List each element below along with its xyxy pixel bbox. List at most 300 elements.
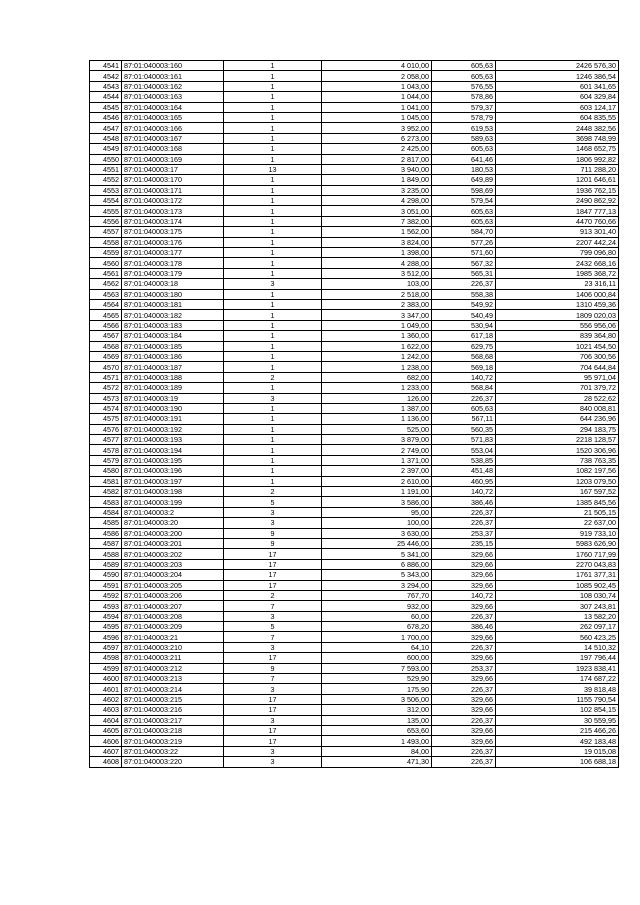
- group-cell: 2: [224, 372, 322, 382]
- rate-cell: 641,46: [432, 154, 496, 164]
- value-cell: 1406 000,84: [496, 289, 619, 299]
- area-cell: 100,00: [322, 518, 432, 528]
- rate-cell: 577,26: [432, 237, 496, 247]
- table-row: [90, 455, 619, 465]
- cadastral-number-cell: 87:01:040003:191: [122, 414, 224, 424]
- area-cell: 1 242,00: [322, 351, 432, 361]
- group-cell: 1: [224, 81, 322, 91]
- area-cell: 3 630,00: [322, 528, 432, 538]
- cadastral-number-cell: 87:01:040003:220: [122, 757, 224, 767]
- table-row: [90, 227, 619, 237]
- row-number-cell: 4553: [90, 185, 122, 195]
- row-number-cell: 4581: [90, 476, 122, 486]
- value-cell: 839 364,80: [496, 331, 619, 341]
- group-cell: 1: [224, 351, 322, 361]
- row-number-cell: 4566: [90, 320, 122, 330]
- rate-cell: 565,31: [432, 268, 496, 278]
- row-number-cell: 4575: [90, 414, 122, 424]
- group-cell: 3: [224, 715, 322, 725]
- cadastral-number-cell: 87:01:040003:207: [122, 601, 224, 611]
- group-cell: 1: [224, 154, 322, 164]
- table-row: [90, 144, 619, 154]
- group-cell: 17: [224, 549, 322, 559]
- table-row: [90, 383, 619, 393]
- cadastral-number-cell: 87:01:040003:21: [122, 632, 224, 642]
- value-cell: 22 637,00: [496, 518, 619, 528]
- row-number-cell: 4558: [90, 237, 122, 247]
- area-cell: 3 824,00: [322, 237, 432, 247]
- area-cell: 64,10: [322, 642, 432, 652]
- rate-cell: 571,83: [432, 435, 496, 445]
- cadastral-number-cell: 87:01:040003:186: [122, 351, 224, 361]
- rate-cell: 569,18: [432, 362, 496, 372]
- value-cell: 95 971,04: [496, 372, 619, 382]
- row-number-cell: 4582: [90, 487, 122, 497]
- table-row: [90, 196, 619, 206]
- table-row: [90, 476, 619, 486]
- group-cell: 1: [224, 227, 322, 237]
- table-row: [90, 102, 619, 112]
- table-row: [90, 497, 619, 507]
- rate-cell: 226,37: [432, 518, 496, 528]
- group-cell: 1: [224, 320, 322, 330]
- table-row: [90, 279, 619, 289]
- group-cell: 1: [224, 310, 322, 320]
- area-cell: 2 383,00: [322, 299, 432, 309]
- table-row: [90, 590, 619, 600]
- value-cell: 603 124,17: [496, 102, 619, 112]
- table-row: [90, 507, 619, 517]
- area-cell: 1 371,00: [322, 455, 432, 465]
- value-cell: 13 582,20: [496, 611, 619, 621]
- group-cell: 17: [224, 580, 322, 590]
- row-number-cell: 4548: [90, 133, 122, 143]
- row-number-cell: 4599: [90, 663, 122, 673]
- row-number-cell: 4596: [90, 632, 122, 642]
- group-cell: 2: [224, 487, 322, 497]
- rate-cell: 226,37: [432, 507, 496, 517]
- rate-cell: 567,32: [432, 258, 496, 268]
- group-cell: 7: [224, 632, 322, 642]
- row-number-cell: 4579: [90, 455, 122, 465]
- area-cell: 4 010,00: [322, 61, 432, 71]
- table-row: [90, 206, 619, 216]
- rate-cell: 386,46: [432, 622, 496, 632]
- value-cell: 102 854,15: [496, 705, 619, 715]
- group-cell: 1: [224, 61, 322, 71]
- value-cell: 604 835,55: [496, 112, 619, 122]
- rate-cell: 226,37: [432, 611, 496, 621]
- rate-cell: 226,37: [432, 715, 496, 725]
- cadastral-number-cell: 87:01:040003:199: [122, 497, 224, 507]
- rate-cell: 598,69: [432, 185, 496, 195]
- table-row: [90, 746, 619, 756]
- table-row: [90, 549, 619, 559]
- value-cell: 1246 386,54: [496, 71, 619, 81]
- value-cell: 2448 382,56: [496, 123, 619, 133]
- group-cell: 1: [224, 248, 322, 258]
- rate-cell: 226,37: [432, 393, 496, 403]
- cadastral-number-cell: 87:01:040003:216: [122, 705, 224, 715]
- rate-cell: 584,70: [432, 227, 496, 237]
- row-number-cell: 4602: [90, 694, 122, 704]
- table-row: [90, 601, 619, 611]
- row-number-cell: 4545: [90, 102, 122, 112]
- row-number-cell: 4590: [90, 570, 122, 580]
- group-cell: 3: [224, 279, 322, 289]
- table-row: [90, 331, 619, 341]
- row-number-cell: 4541: [90, 61, 122, 71]
- row-number-cell: 4604: [90, 715, 122, 725]
- value-cell: 1021 454,50: [496, 341, 619, 351]
- cadastral-number-cell: 87:01:040003:189: [122, 383, 224, 393]
- area-cell: 95,00: [322, 507, 432, 517]
- rate-cell: 180,53: [432, 164, 496, 174]
- area-cell: 7 382,00: [322, 216, 432, 226]
- cadastral-number-cell: 87:01:040003:17: [122, 164, 224, 174]
- group-cell: 3: [224, 393, 322, 403]
- area-cell: 3 512,00: [322, 268, 432, 278]
- rate-cell: 253,37: [432, 528, 496, 538]
- rate-cell: 140,72: [432, 372, 496, 382]
- row-number-cell: 4555: [90, 206, 122, 216]
- group-cell: 17: [224, 705, 322, 715]
- area-cell: 7 593,00: [322, 663, 432, 673]
- row-number-cell: 4546: [90, 112, 122, 122]
- rate-cell: 576,55: [432, 81, 496, 91]
- cadastral-number-cell: 87:01:040003:205: [122, 580, 224, 590]
- group-cell: 3: [224, 684, 322, 694]
- value-cell: 1310 459,36: [496, 299, 619, 309]
- cadastral-number-cell: 87:01:040003:172: [122, 196, 224, 206]
- table-row: [90, 580, 619, 590]
- table-row: [90, 92, 619, 102]
- table-row: [90, 642, 619, 652]
- row-number-cell: 4547: [90, 123, 122, 133]
- cadastral-number-cell: 87:01:040003:188: [122, 372, 224, 382]
- table-row: [90, 268, 619, 278]
- group-cell: 3: [224, 746, 322, 756]
- group-cell: 1: [224, 289, 322, 299]
- row-number-cell: 4600: [90, 674, 122, 684]
- area-cell: 4 288,00: [322, 258, 432, 268]
- rate-cell: 540,49: [432, 310, 496, 320]
- area-cell: 1 622,00: [322, 341, 432, 351]
- row-number-cell: 4580: [90, 466, 122, 476]
- area-cell: 767,70: [322, 590, 432, 600]
- table-row: [90, 61, 619, 71]
- row-number-cell: 4567: [90, 331, 122, 341]
- value-cell: 106 688,18: [496, 757, 619, 767]
- row-number-cell: 4576: [90, 424, 122, 434]
- cadastral-number-cell: 87:01:040003:161: [122, 71, 224, 81]
- row-number-cell: 4593: [90, 601, 122, 611]
- group-cell: 9: [224, 663, 322, 673]
- table-row: [90, 175, 619, 185]
- row-number-cell: 4592: [90, 590, 122, 600]
- cadastral-number-cell: 87:01:040003:162: [122, 81, 224, 91]
- row-number-cell: 4549: [90, 144, 122, 154]
- value-cell: 1520 306,96: [496, 445, 619, 455]
- area-cell: 3 294,00: [322, 580, 432, 590]
- group-cell: 7: [224, 674, 322, 684]
- cadastral-number-cell: 87:01:040003:173: [122, 206, 224, 216]
- table-row: [90, 663, 619, 673]
- cadastral-number-cell: 87:01:040003:211: [122, 653, 224, 663]
- cadastral-number-cell: 87:01:040003:202: [122, 549, 224, 559]
- cadastral-number-cell: 87:01:040003:198: [122, 487, 224, 497]
- rate-cell: 538,85: [432, 455, 496, 465]
- table-body: [90, 61, 619, 768]
- group-cell: 17: [224, 559, 322, 569]
- group-cell: 3: [224, 642, 322, 652]
- group-cell: 1: [224, 123, 322, 133]
- cadastral-number-cell: 87:01:040003:190: [122, 403, 224, 413]
- group-cell: 17: [224, 694, 322, 704]
- value-cell: 23 316,11: [496, 279, 619, 289]
- cadastral-number-cell: 87:01:040003:22: [122, 746, 224, 756]
- value-cell: 560 423,25: [496, 632, 619, 642]
- table-row: [90, 123, 619, 133]
- rate-cell: 578,79: [432, 112, 496, 122]
- value-cell: 1936 762,15: [496, 185, 619, 195]
- rate-cell: 329,66: [432, 549, 496, 559]
- cadastral-number-cell: 87:01:040003:187: [122, 362, 224, 372]
- group-cell: 1: [224, 341, 322, 351]
- area-cell: 1 238,00: [322, 362, 432, 372]
- rate-cell: 329,66: [432, 674, 496, 684]
- value-cell: 492 183,48: [496, 736, 619, 746]
- rate-cell: 226,37: [432, 684, 496, 694]
- cadastral-number-cell: 87:01:040003:18: [122, 279, 224, 289]
- area-cell: 3 347,00: [322, 310, 432, 320]
- row-number-cell: 4585: [90, 518, 122, 528]
- cadastral-number-cell: 87:01:040003:203: [122, 559, 224, 569]
- value-cell: 215 466,26: [496, 726, 619, 736]
- rate-cell: 226,37: [432, 757, 496, 767]
- rate-cell: 571,60: [432, 248, 496, 258]
- row-number-cell: 4562: [90, 279, 122, 289]
- row-number-cell: 4601: [90, 684, 122, 694]
- rate-cell: 329,66: [432, 653, 496, 663]
- group-cell: 3: [224, 507, 322, 517]
- table-row: [90, 351, 619, 361]
- row-number-cell: 4542: [90, 71, 122, 81]
- table-row: [90, 487, 619, 497]
- table-row: [90, 154, 619, 164]
- area-cell: 1 043,00: [322, 81, 432, 91]
- rate-cell: 605,63: [432, 71, 496, 81]
- table-row: [90, 403, 619, 413]
- value-cell: 738 763,35: [496, 455, 619, 465]
- area-cell: 1 136,00: [322, 414, 432, 424]
- row-number-cell: 4588: [90, 549, 122, 559]
- cadastral-number-cell: 87:01:040003:176: [122, 237, 224, 247]
- value-cell: 262 097,17: [496, 622, 619, 632]
- value-cell: 294 183,75: [496, 424, 619, 434]
- table-row: [90, 757, 619, 767]
- value-cell: 2270 043,83: [496, 559, 619, 569]
- table-row: [90, 414, 619, 424]
- table-row: [90, 715, 619, 725]
- group-cell: 1: [224, 258, 322, 268]
- table-row: [90, 518, 619, 528]
- table-row: [90, 362, 619, 372]
- area-cell: 2 518,00: [322, 289, 432, 299]
- table-row: [90, 341, 619, 351]
- value-cell: 1847 777,13: [496, 206, 619, 216]
- cadastral-number-cell: 87:01:040003:165: [122, 112, 224, 122]
- area-cell: 103,00: [322, 279, 432, 289]
- group-cell: 1: [224, 196, 322, 206]
- group-cell: 2: [224, 590, 322, 600]
- table-row: [90, 570, 619, 580]
- area-cell: 2 749,00: [322, 445, 432, 455]
- row-number-cell: 4544: [90, 92, 122, 102]
- group-cell: 1: [224, 71, 322, 81]
- cadastral-number-cell: 87:01:040003:184: [122, 331, 224, 341]
- value-cell: 644 236,96: [496, 414, 619, 424]
- value-cell: 1085 902,45: [496, 580, 619, 590]
- cadastral-number-cell: 87:01:040003:209: [122, 622, 224, 632]
- row-number-cell: 4605: [90, 726, 122, 736]
- area-cell: 1 049,00: [322, 320, 432, 330]
- group-cell: 1: [224, 445, 322, 455]
- rate-cell: 329,66: [432, 736, 496, 746]
- group-cell: 1: [224, 331, 322, 341]
- row-number-cell: 4608: [90, 757, 122, 767]
- group-cell: 1: [224, 144, 322, 154]
- area-cell: 60,00: [322, 611, 432, 621]
- row-number-cell: 4587: [90, 538, 122, 548]
- group-cell: 13: [224, 164, 322, 174]
- row-number-cell: 4560: [90, 258, 122, 268]
- rate-cell: 329,66: [432, 726, 496, 736]
- rate-cell: 629,75: [432, 341, 496, 351]
- area-cell: 5 341,00: [322, 549, 432, 559]
- table-row: [90, 559, 619, 569]
- value-cell: 704 644,84: [496, 362, 619, 372]
- rate-cell: 579,37: [432, 102, 496, 112]
- row-number-cell: 4568: [90, 341, 122, 351]
- area-cell: 682,00: [322, 372, 432, 382]
- cadastral-number-cell: 87:01:040003:167: [122, 133, 224, 143]
- cadastral-number-cell: 87:01:040003:170: [122, 175, 224, 185]
- area-cell: 1 041,00: [322, 102, 432, 112]
- row-number-cell: 4551: [90, 164, 122, 174]
- rate-cell: 549,92: [432, 299, 496, 309]
- value-cell: 1985 368,72: [496, 268, 619, 278]
- cadastral-number-cell: 87:01:040003:182: [122, 310, 224, 320]
- cadastral-number-cell: 87:01:040003:213: [122, 674, 224, 684]
- value-cell: 556 956,06: [496, 320, 619, 330]
- table-row: [90, 237, 619, 247]
- rate-cell: 329,66: [432, 601, 496, 611]
- value-cell: 1082 197,56: [496, 466, 619, 476]
- group-cell: 3: [224, 611, 322, 621]
- row-number-cell: 4594: [90, 611, 122, 621]
- cadastral-number-cell: 87:01:040003:197: [122, 476, 224, 486]
- cadastral-number-cell: 87:01:040003:214: [122, 684, 224, 694]
- area-cell: 6 886,00: [322, 559, 432, 569]
- area-cell: 5 343,00: [322, 570, 432, 580]
- row-number-cell: 4561: [90, 268, 122, 278]
- value-cell: 19 015,08: [496, 746, 619, 756]
- rate-cell: 253,37: [432, 663, 496, 673]
- group-cell: 1: [224, 466, 322, 476]
- value-cell: 1203 079,50: [496, 476, 619, 486]
- group-cell: 9: [224, 538, 322, 548]
- area-cell: 3 506,00: [322, 694, 432, 704]
- row-number-cell: 4573: [90, 393, 122, 403]
- cadastral-number-cell: 87:01:040003:194: [122, 445, 224, 455]
- cadastral-number-cell: 87:01:040003:174: [122, 216, 224, 226]
- row-number-cell: 4586: [90, 528, 122, 538]
- area-cell: 653,60: [322, 726, 432, 736]
- table-row: [90, 71, 619, 81]
- group-cell: 1: [224, 455, 322, 465]
- value-cell: 3698 748,99: [496, 133, 619, 143]
- cadastral-number-cell: 87:01:040003:185: [122, 341, 224, 351]
- row-number-cell: 4584: [90, 507, 122, 517]
- table-row: [90, 684, 619, 694]
- value-cell: 4470 760,66: [496, 216, 619, 226]
- cadastral-number-cell: 87:01:040003:201: [122, 538, 224, 548]
- cadastral-number-cell: 87:01:040003:160: [122, 61, 224, 71]
- cadastral-number-cell: 87:01:040003:196: [122, 466, 224, 476]
- group-cell: 1: [224, 237, 322, 247]
- row-number-cell: 4552: [90, 175, 122, 185]
- rate-cell: 226,37: [432, 642, 496, 652]
- value-cell: 706 300,56: [496, 351, 619, 361]
- value-cell: 2207 442,24: [496, 237, 619, 247]
- cadastral-number-cell: 87:01:040003:192: [122, 424, 224, 434]
- area-cell: 6 273,00: [322, 133, 432, 143]
- cadastral-number-cell: 87:01:040003:219: [122, 736, 224, 746]
- group-cell: 5: [224, 497, 322, 507]
- area-cell: 600,00: [322, 653, 432, 663]
- group-cell: 1: [224, 424, 322, 434]
- rate-cell: 560,35: [432, 424, 496, 434]
- cadastral-number-cell: 87:01:040003:212: [122, 663, 224, 673]
- area-cell: 3 952,00: [322, 123, 432, 133]
- rate-cell: 329,66: [432, 570, 496, 580]
- table-row: [90, 216, 619, 226]
- area-cell: 2 610,00: [322, 476, 432, 486]
- row-number-cell: 4556: [90, 216, 122, 226]
- row-number-cell: 4564: [90, 299, 122, 309]
- row-number-cell: 4571: [90, 372, 122, 382]
- group-cell: 17: [224, 736, 322, 746]
- value-cell: 307 243,81: [496, 601, 619, 611]
- value-cell: 2490 862,92: [496, 196, 619, 206]
- group-cell: 1: [224, 476, 322, 486]
- area-cell: 1 360,00: [322, 331, 432, 341]
- value-cell: 2218 128,57: [496, 435, 619, 445]
- value-cell: 913 301,40: [496, 227, 619, 237]
- table-row: [90, 299, 619, 309]
- row-number-cell: 4569: [90, 351, 122, 361]
- row-number-cell: 4577: [90, 435, 122, 445]
- group-cell: 1: [224, 133, 322, 143]
- rate-cell: 568,68: [432, 351, 496, 361]
- row-number-cell: 4591: [90, 580, 122, 590]
- cadastral-number-cell: 87:01:040003:19: [122, 393, 224, 403]
- value-cell: 5983 626,90: [496, 538, 619, 548]
- table-row: [90, 705, 619, 715]
- row-number-cell: 4578: [90, 445, 122, 455]
- cadastral-number-cell: 87:01:040003:179: [122, 268, 224, 278]
